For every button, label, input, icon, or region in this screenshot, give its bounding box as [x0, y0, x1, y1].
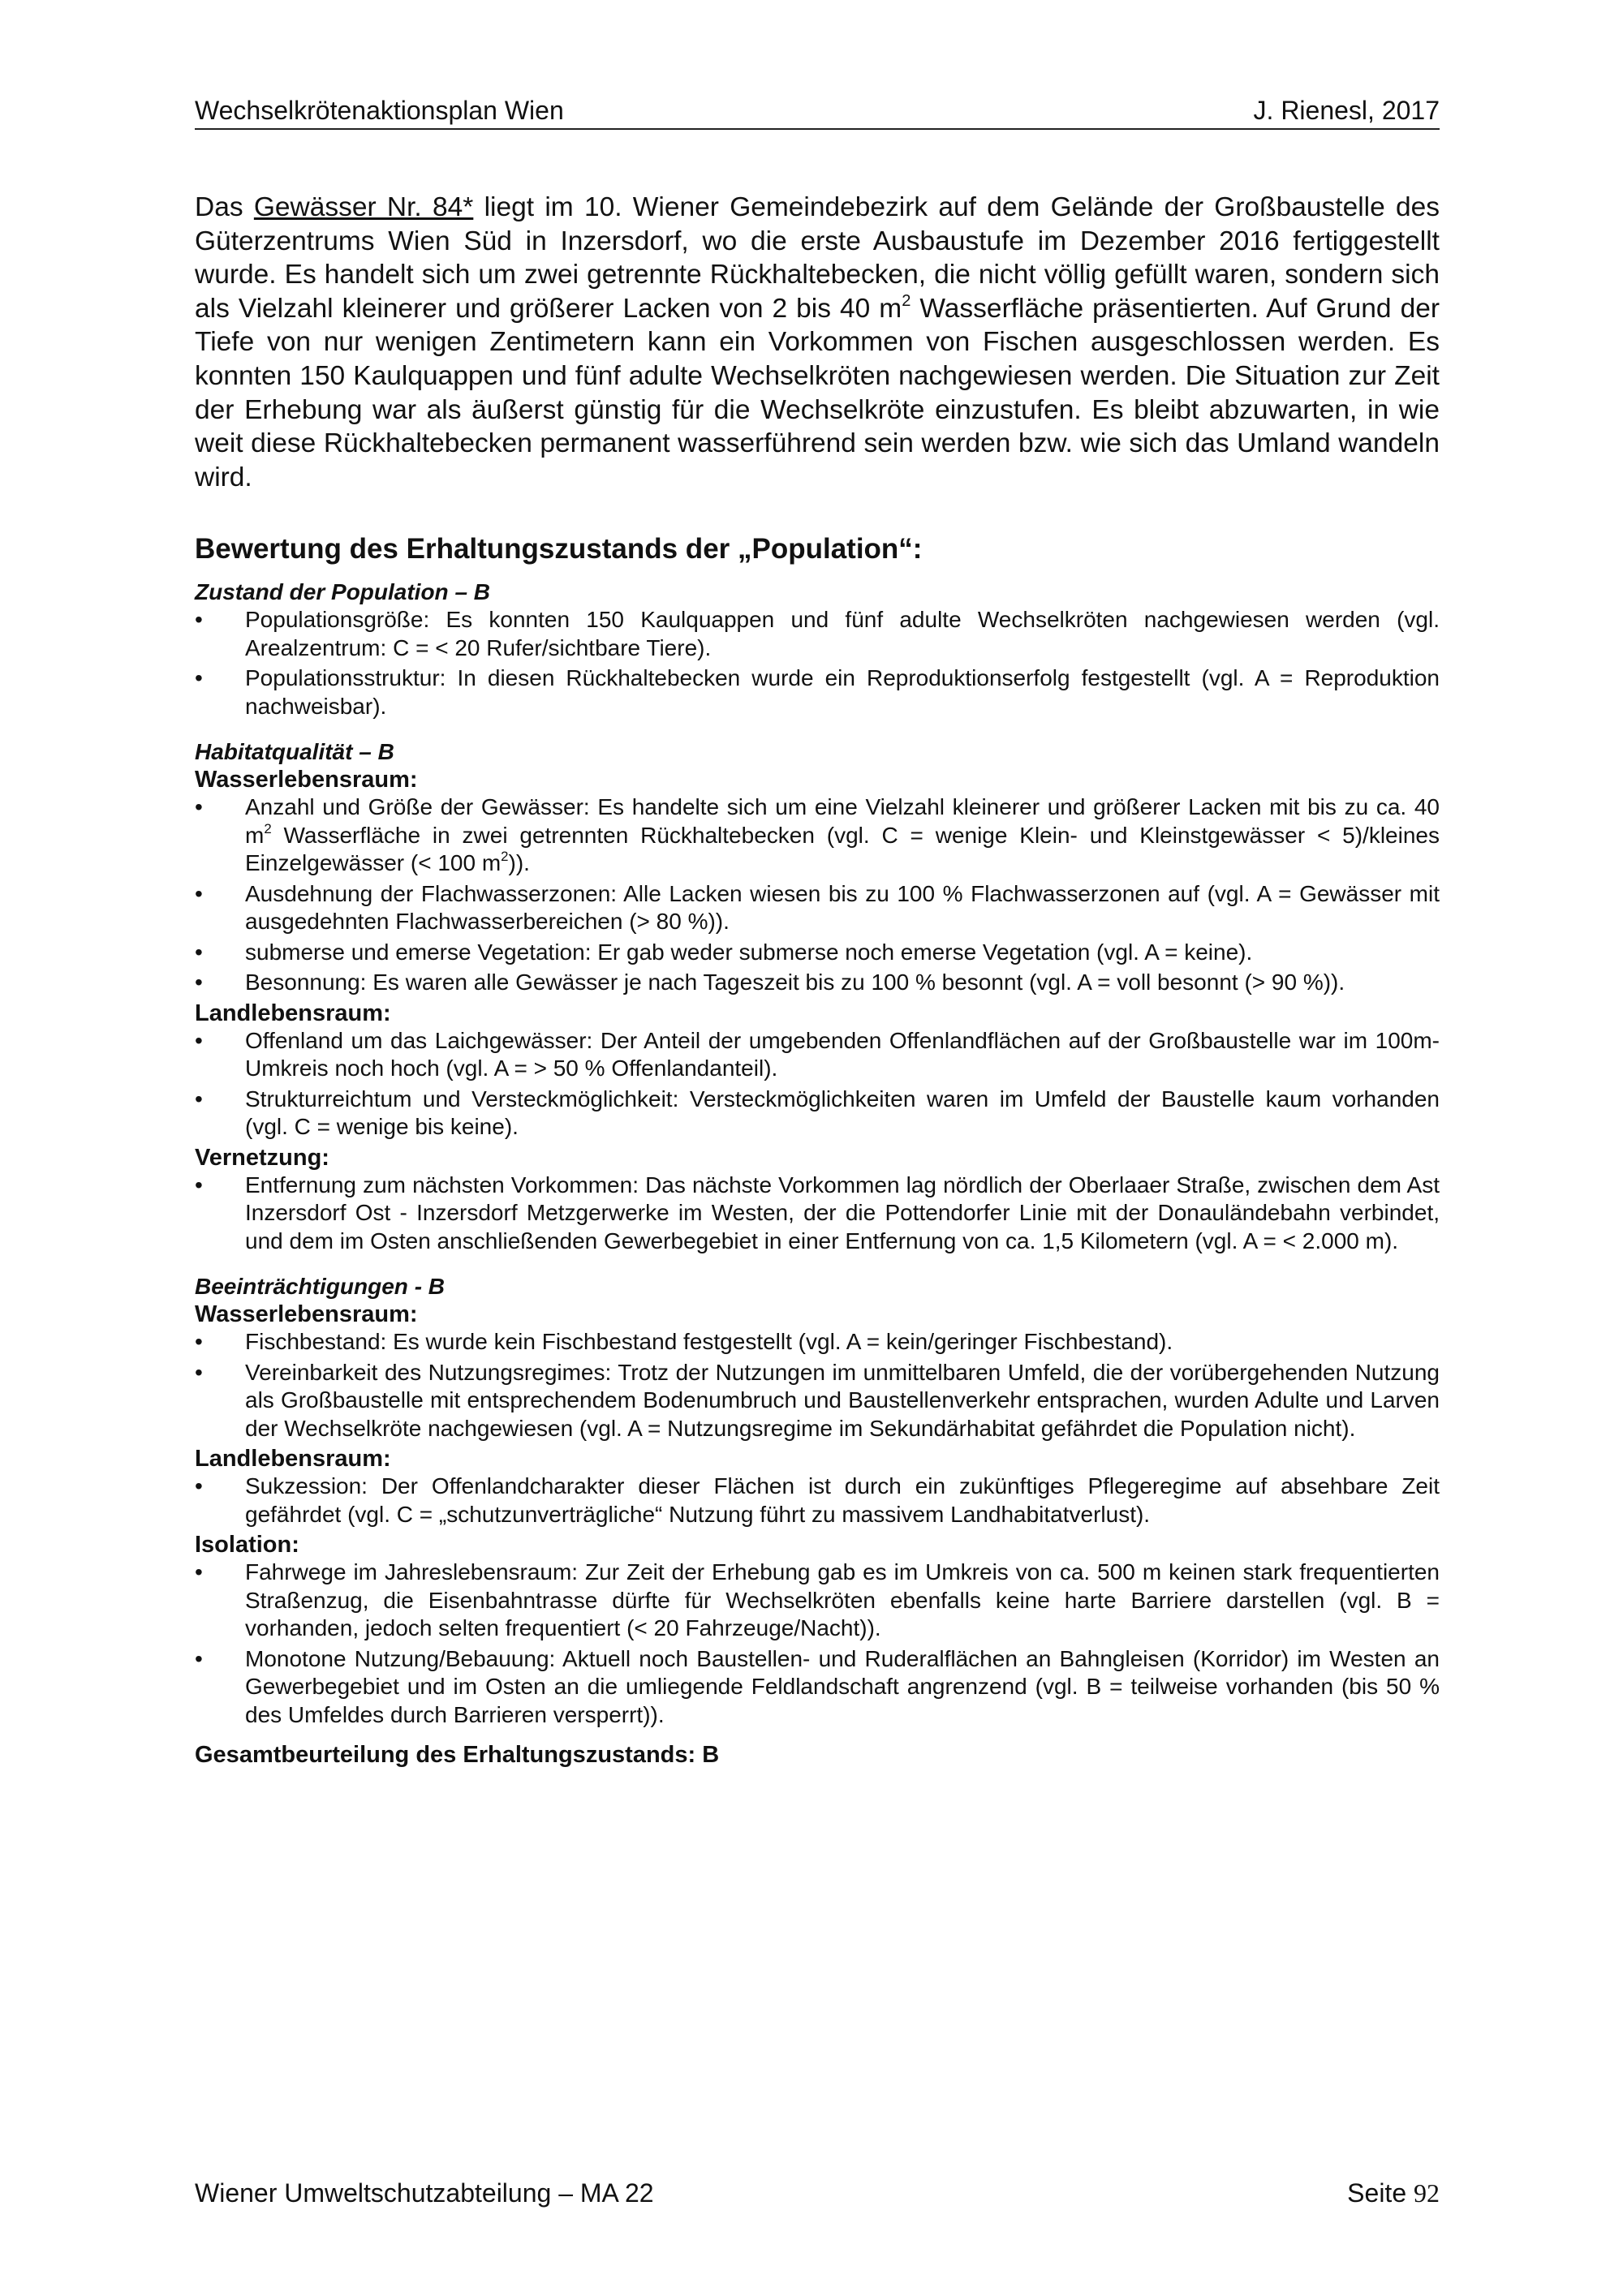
- header-author: J. Rienesl, 2017: [1253, 96, 1440, 125]
- water-habitat-label: Wasserlebensraum:: [195, 767, 418, 793]
- waterbody-link[interactable]: Gewässer Nr. 84*: [253, 192, 474, 222]
- land-habitat-label: Landlebensraum:: [195, 1446, 391, 1473]
- isolation-label: Isolation:: [195, 1532, 299, 1559]
- list-item: • Populationsgröße: Es konnten 150 Kaulquappen und fünf adulte Wechselkröten nachgewiesen werden (vgl. Arealzentrum: C = < 20 Rufer/sichtbare Tiere).: [195, 606, 1440, 662]
- land-habitat-label: Landlebensraum:: [195, 1000, 391, 1026]
- isolation-list: [195, 1559, 1440, 1729]
- list-item: • Monotone Nutzung/Bebauung: Aktuell noch Baustellen- und Ruderalflächen an Bahngleisen (Korridor) im Westen an Gewerbegebiet und im Osten an die umliegende Feldlandschaft angrenzend (vgl. B = teilweise vorhanden (bis 50 % des Umfeldes durch Barrieren versperrt)).: [195, 1645, 1440, 1730]
- list-item-text: Anzahl und Größe der Gewässer: Es handelte sich um eine Vielzahl kleinerer und größerer Lacken mit bis zu ca. 40 m: [245, 794, 1440, 848]
- page-footer: [195, 2178, 1440, 2208]
- population-state-list: [195, 606, 1440, 720]
- intro-text-start: Das: [195, 192, 254, 222]
- connectivity-list: [195, 1172, 1440, 1256]
- overall-assessment: Gesamtbeurteilung des Erhaltungszustands: B: [195, 1742, 720, 1769]
- list-item: • Fahrwege im Jahreslebensraum: Zur Zeit der Erhebung gab es im Umkreis von ca. 500 m keinen stark frequentierten Straßenzug, die Eisenbahntrasse dürfte für Wechselkröten ebenfalls keine harte Barriere darstellen (vgl. B = vorhanden, jedoch selten frequentiert (< 20 Fahrzeuge/Nacht)).: [195, 1559, 1440, 1643]
- impairments-land-list: [195, 1473, 1440, 1529]
- footer-department: Wiener Umweltschutzabteilung – MA 22: [195, 2178, 654, 2208]
- intro-text-end: Wasserfläche präsentierten. Auf Grund der Tiefe von nur wenigen Zentimetern kann ein Vorkommen von Fischen ausgeschlossen werden. Es konnten 150 Kaulquappen und fünf adulte Wechselkröten nachgewiesen werden. Die Situation zur Zeit der Erhebung war als äußerst günstig für die Wechselkröte einzustufen. Es bleibt abzuwarten, in wie weit diese Rückhaltebecken permanent wasserführend sein werden bzw. wie sich das Umland wandeln wird.: [195, 293, 1440, 492]
- water-habitat-list: [195, 793, 1440, 997]
- habitat-quality-heading: Habitatqualität – B: [195, 739, 394, 765]
- list-item: • Besonnung: Es waren alle Gewässer je nach Tageszeit bis zu 100 % besonnt (vgl. A = voll besonnt (> 90 %)).: [195, 969, 1440, 997]
- population-state-heading: Zustand der Population – B: [195, 579, 491, 605]
- land-habitat-list: [195, 1027, 1440, 1142]
- list-item: • Strukturreichtum und Versteckmöglichkeit: Versteckmöglichkeiten waren im Umfeld der Baustelle kaum vorhanden (vgl. C = wenige bis keine).: [195, 1086, 1440, 1142]
- page-number-value: 92: [1414, 2178, 1440, 2208]
- page-header: [195, 96, 1440, 130]
- intro-text-middle: liegt im 10. Wiener Gemeindebezirk auf dem Gelände der Großbaustelle des Güterzentrums Wien Süd in Inzersdorf, wo die erste Ausbaustufe im Dezember 2016 fertiggestellt wurde. Es handelt sich um zwei getrennte Rückhaltebecken, die nicht völlig gefüllt waren, sondern sich als Vielzahl kleinerer und größerer Lacken von 2 bis 40 m: [195, 192, 1440, 324]
- connectivity-label: Vernetzung:: [195, 1144, 329, 1171]
- page-content: [195, 191, 1440, 1769]
- list-item: • Ausdehnung der Flachwasserzonen: Alle Lacken wiesen bis zu 100 % Flachwasserzonen auf (vgl. A = Gewässer mit ausgedehnten Flachwasserbereichen (> 80 %)).: [195, 880, 1440, 936]
- page-number: [1347, 2178, 1440, 2208]
- superscript: 2: [501, 849, 509, 865]
- assessment-title: Bewertung des Erhaltungszustands der „Population“:: [195, 533, 923, 565]
- list-item: • Fischbestand: Es wurde kein Fischbestand festgestellt (vgl. A = kein/geringer Fischbestand).: [195, 1328, 1440, 1357]
- list-item: • submerse und emerse Vegetation: Er gab weder submerse noch emerse Vegetation (vgl. A = keine).: [195, 939, 1440, 967]
- impairments-heading: Beeinträchtigungen - B: [195, 1274, 446, 1300]
- list-item: • Sukzession: Der Offenlandcharakter dieser Flächen ist durch ein zukünftiges Pflegeregime auf absehbare Zeit gefährdet (vgl. C = „schutzunverträgliche“ Nutzung führt zu massivem Landhabitatverlust).: [195, 1473, 1440, 1529]
- list-item: • Offenland um das Laichgewässer: Der Anteil der umgebenden Offenlandflächen auf der Großbaustelle war im 100m-Umkreis noch hoch (vgl. A = > 50 % Offenlandanteil).: [195, 1027, 1440, 1083]
- impairments-water-list: [195, 1328, 1440, 1443]
- superscript: 2: [264, 820, 272, 836]
- list-item-text: )).: [508, 850, 530, 876]
- page-label: Seite: [1347, 2178, 1414, 2208]
- intro-paragraph: [195, 191, 1440, 494]
- list-item: • Entfernung zum nächsten Vorkommen: Das nächste Vorkommen lag nördlich der Oberlaaer Straße, zwischen dem Ast Inzersdorf Ost - Inzersdorf Metzgerwerke im Westen, der die Pottendorfer Linie mit der Donauländebahn verbindet, und dem im Osten anschließenden Gewerbegebiet in einer Entfernung von ca. 1,5 Kilometern (vgl. A = < 2.000 m).: [195, 1172, 1440, 1256]
- list-item: [195, 793, 1440, 878]
- water-habitat-label: Wasserlebensraum:: [195, 1301, 418, 1328]
- list-item: • Vereinbarkeit des Nutzungsregimes: Trotz der Nutzungen im unmittelbaren Umfeld, die der vorübergehenden Nutzung als Großbaustelle mit entsprechendem Bodenumbruch und Baustellenverkehr entsprachen, wurden Adulte und Larven der Wechselkröte nachgewiesen (vgl. A = Nutzungsregime im Sekundärhabitat gefährdet die Population nicht).: [195, 1359, 1440, 1443]
- header-title: Wechselkrötenaktionsplan Wien: [195, 96, 564, 125]
- superscript: 2: [902, 291, 911, 310]
- list-item: • Populationsstruktur: In diesen Rückhaltebecken wurde ein Reproduktionserfolg festgestellt (vgl. A = Reproduktion nachweisbar).: [195, 664, 1440, 720]
- list-item-text: Wasserfläche in zwei getrennten Rückhaltebecken (vgl. C = wenige Klein- und Kleinstgewässer < 5)/kleines Einzelgewässer (< 100 m: [245, 822, 1440, 876]
